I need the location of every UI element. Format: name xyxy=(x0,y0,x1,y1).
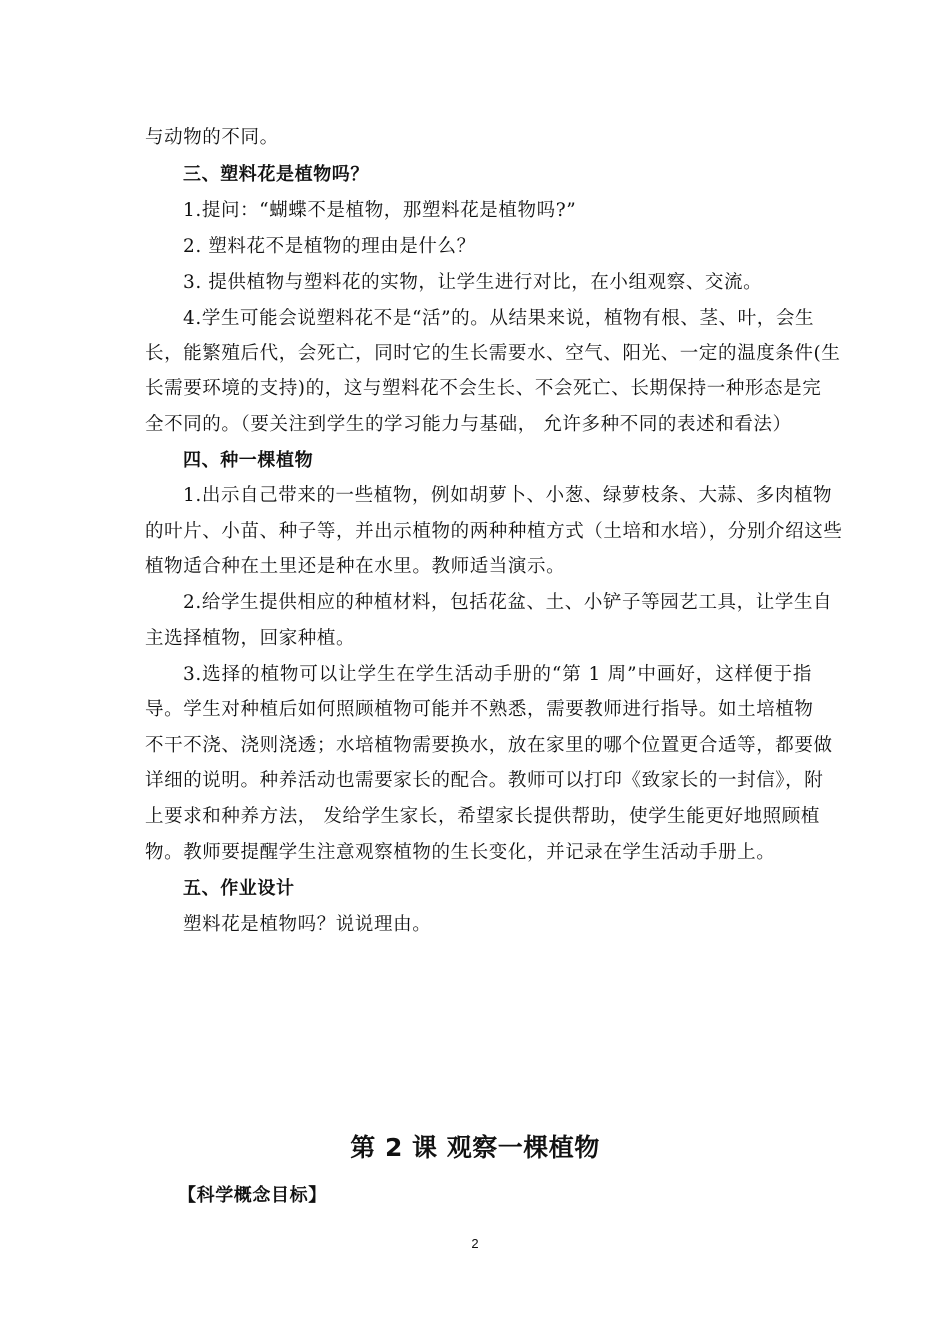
paragraph-line: 长需要环境的支持)的，这与塑料花不会生长、不会死亡、长期保持一种形态是完 xyxy=(145,378,822,399)
lesson-title: 第 2 课 观察一棵植物 xyxy=(350,1133,600,1162)
paragraph-line: 全不同的。（要关注到学生的学习能力与基础， 允许多种不同的表述和看法） xyxy=(145,414,792,435)
paragraph-line: 导。学生对种植后如何照顾植物可能并不熟悉，需要教师进行指导。如土培植物 xyxy=(145,699,814,720)
paragraph-line: 3.选择的植物可以让学生在学生活动手册的“第 1 周”中画好，这样便于指 xyxy=(183,664,812,685)
paragraph-line: 2. 塑料花不是植物的理由是什么？ xyxy=(183,236,476,257)
paragraph-line: 植物适合种在土里还是种在水里。教师适当演示。 xyxy=(145,556,566,577)
paragraph-line: 物。教师要提醒学生注意观察植物的生长变化，并记录在学生活动手册上。 xyxy=(145,842,776,863)
paragraph-line: 与动物的不同。 xyxy=(145,127,279,148)
paragraph-line: 长，能繁殖后代，会死亡，同时它的生长需要水、空气、阳光、一定的温度条件(生 xyxy=(145,343,841,364)
paragraph-line: 1.提问：“蝴蝶不是植物，那塑料花是植物吗?” xyxy=(183,200,577,221)
paragraph-line: 4.学生可能会说塑料花不是“活”的。从结果来说，植物有根、茎、叶，会生 xyxy=(183,308,815,329)
paragraph-line: 3. 提供植物与塑料花的实物，让学生进行对比，在小组观察、交流。 xyxy=(183,272,763,293)
paragraph-line: 主选择植物，回家种植。 xyxy=(145,628,356,649)
lesson-subheading: 【科学概念目标】 xyxy=(178,1185,327,1206)
paragraph-line: 2.给学生提供相应的种植材料，包括花盆、土、小铲子等园艺工具，让学生自 xyxy=(183,592,833,613)
section-heading-4: 四、种一棵植物 xyxy=(183,450,314,471)
paragraph-line: 上要求和种养方法， 发给学生家长，希望家长提供帮助，使学生能更好地照顾植 xyxy=(145,806,820,827)
section-heading-3: 三、塑料花是植物吗？ xyxy=(183,164,369,185)
page-number: 2 xyxy=(471,1236,479,1251)
section-heading-5: 五、作业设计 xyxy=(183,878,295,899)
paragraph-line: 1.出示自己带来的一些植物，例如胡萝卜、小葱、绿萝枝条、大蒜、多肉植物 xyxy=(183,485,833,506)
paragraph-line: 详细的说明。种养活动也需要家长的配合。教师可以打印《致家长的一封信》，附 xyxy=(145,770,824,791)
paragraph-line: 的叶片、小苗、种子等，并出示植物的两种种植方式（土培和水培），分别介绍这些 xyxy=(145,521,843,542)
paragraph-line: 塑料花是植物吗？说说理由。 xyxy=(183,914,432,935)
paragraph-line: 不干不浇、浇则浇透；水培植物需要换水，放在家里的哪个位置更合适等，都要做 xyxy=(145,735,833,756)
